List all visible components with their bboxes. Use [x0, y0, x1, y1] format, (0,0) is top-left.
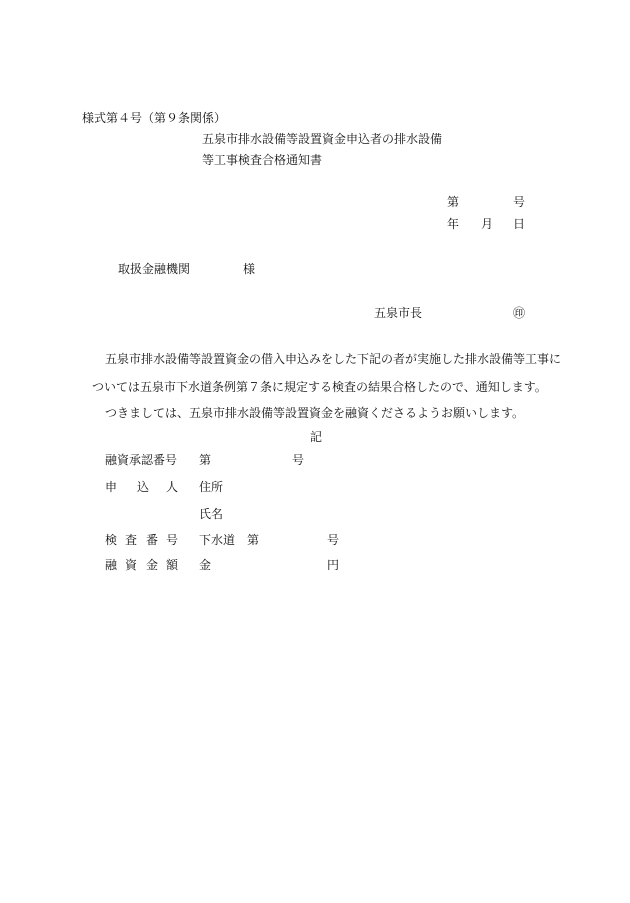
form-label: 様式第４号（第９条関係） — [82, 111, 227, 125]
ki-heading: 記 — [310, 430, 323, 444]
inspection-label-char-4: 号 — [166, 533, 179, 547]
address-label: 住所 — [199, 480, 224, 494]
name-label: 氏名 — [199, 507, 224, 521]
inspection-number-value: 下水道 第 — [199, 533, 260, 547]
applicant-label-char-2: 込 — [137, 480, 150, 494]
date-day: 日 — [513, 217, 526, 231]
inspection-number-suffix: 号 — [327, 533, 340, 547]
approval-number-prefix: 第 — [199, 453, 212, 467]
addressee-honorific: 様 — [243, 262, 256, 276]
approval-number-suffix: 号 — [292, 453, 305, 467]
body-line-3: つきましては、五泉市排水設備等設置資金を融資くださるようお願いします。 — [105, 406, 525, 420]
date-year: 年 — [447, 217, 460, 231]
inspection-label-char-2: 査 — [125, 533, 138, 547]
amount-label-char-2: 資 — [125, 558, 138, 572]
amount-label-char-4: 額 — [166, 558, 179, 572]
inspection-label-char-3: 番 — [146, 533, 159, 547]
document-number-suffix: 号 — [513, 195, 526, 209]
body-line-1: 五泉市排水設備等設置資金の借入申込みをした下記の者が実施した排水設備等工事に — [105, 352, 562, 366]
inspection-label-char-1: 検 — [105, 533, 118, 547]
body-line-2: ついては五泉市下水道条例第７条に規定する検査の結果合格したので、通知します。 — [92, 380, 547, 394]
addressee-name: 取扱金融機関 — [118, 262, 191, 276]
amount-suffix: 円 — [327, 558, 340, 572]
title-line-2: 等工事検査合格通知書 — [202, 153, 323, 167]
applicant-label-char-1: 申 — [105, 480, 118, 494]
title-line-1: 五泉市排水設備等設置資金申込者の排水設備 — [202, 132, 443, 146]
issuer-seal: ㊞ — [513, 306, 526, 320]
amount-label-char-3: 金 — [146, 558, 159, 572]
applicant-label-char-3: 人 — [166, 480, 179, 494]
document-number-prefix: 第 — [447, 195, 460, 209]
approval-number-label: 融資承認番号 — [105, 453, 178, 467]
amount-prefix: 金 — [199, 558, 212, 572]
date-month: 月 — [481, 217, 494, 231]
amount-label-char-1: 融 — [105, 558, 118, 572]
issuer-title: 五泉市長 — [374, 306, 423, 320]
